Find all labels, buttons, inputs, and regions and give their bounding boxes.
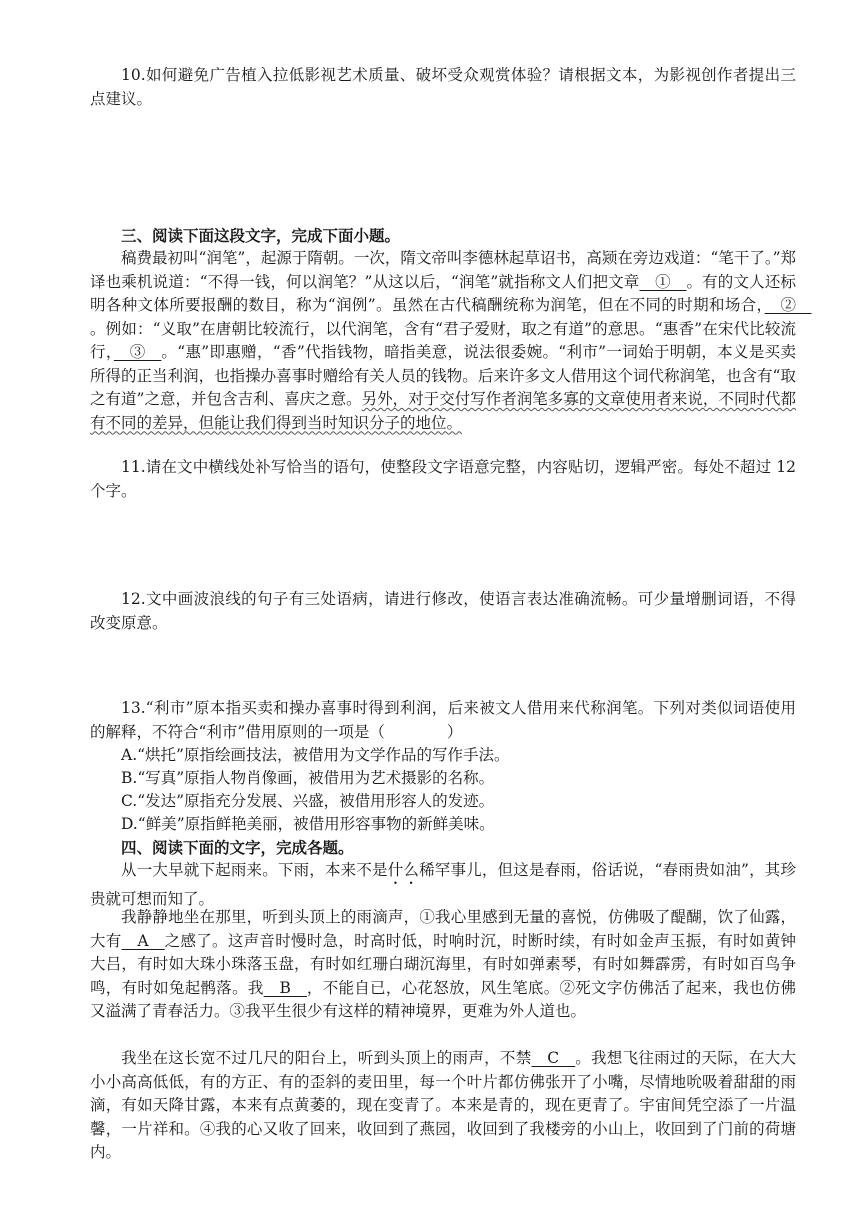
passage-text: 我坐在这长宽不过几尺的阳台上，听到头顶上的雨声，不禁 (121, 1049, 532, 1067)
passage-spring-rain-1 (90, 859, 796, 912)
question-11: 11.请在文中横线处补写恰当的语句，使整段文字语意完整，内容贴切，逻辑严密。每处不超过 12 个字。 (90, 458, 796, 500)
passage-text: 稀罕事儿，但这是春雨，俗话说，“春雨贵如油”，其珍贵就可想而知了。 (90, 861, 796, 908)
option-d: D.“鲜美”原指鲜艳美丽，被借用形容事物的新鲜美味。 (121, 815, 495, 833)
section-3-heading: 三、阅读下面这段文字，完成下面小题。 (121, 226, 401, 245)
passage-text: 。我想飞往雨过的天际，在大大小小高高低低，有的方正、有的歪斜的麦田里，每一个叶片都仿佛张开了小嘴，尽情地吮吸着甜甜的雨滴，有如天降甘露，本来有点黄萎的，现在变青了。本来是青的，现在更青了。宇宙间凭空添了一片温馨，一片祥和。④我的心又收了回来，收回到了燕园，收回到了我楼旁的小山上，收回到了门前的荷塘内。 (90, 1049, 796, 1161)
passage-text-1: 稿费最初叫“润笔”，起源于隋朝。一次，隋文帝叫李德林起草诏书，高颎在旁边戏道：“笔干了。”郑译也乘机说道：“不得一钱，何以润笔？”从这以后，“润笔”就指称文人们把文章 (90, 249, 796, 291)
wavy-underlined-sentence: 另外，对于交付写作者润笔多寡的文章使用者来说，不同时代都有不同的差异，但能让我们得到当时知识分子的地位。 (90, 390, 796, 432)
passage-text: 从一大早就下起雨来。下雨，本来不是 (121, 861, 388, 879)
section-4-heading: 四、阅读下面的文字，完成各题。 (121, 838, 354, 857)
passage-text: 之感了。这声音时慢时急，时高时低，时响时沉，时断时续，有时如金声玉振，有时如黄钟大吕，有时如大珠小珠落玉盘，有时如红珊白瑚沉海里，有时如弹素琴，有时如舞霹雳，有时如百鸟争鸣，有时如兔起鹘落。我 (90, 931, 796, 997)
blank-1: ① (639, 272, 687, 291)
passage-text-2: 。有的文人还标明各种文体所要报酬的数目，称为“润例”。虽然在古代稿酬统称为润笔，但在不同的时期和场合， (90, 272, 796, 314)
blank-3: ③ (113, 343, 162, 361)
passage-text-3: 。例如：“义取”在唐朝比较流行，以代润笔，含有“君子爱财，取之有道”的意思。“惠香”在宋代比较流行， (90, 319, 796, 361)
dotted-word: 什么 (387, 861, 420, 879)
blank-a: A (121, 931, 165, 950)
passage-text: ，不能自已，心花怒放，风生笔底。②死文字仿佛活了起来，我也仿佛又溢满了青春活力。③我平生很少有这样的精神境界，更难为外人道也。 (90, 978, 796, 1020)
blank-c: C (531, 1049, 576, 1067)
question-12: 12.文中画波浪线的句子有三处语病，请进行修改，使语言表达准确流畅。可少量增删词语，不得改变原意。 (90, 590, 796, 632)
passage-runbi (90, 247, 812, 435)
passage-spring-rain-2 (90, 906, 796, 1024)
question-13: 13.“利市”原本指买卖和操办喜事时得到利润，后来被文人借用来代称润笔。下列对类似词语使用的解释，不符合“利市”借用原则的一项是（ ） (90, 699, 796, 741)
option-b: B.“写真”原指人物肖像画，被借用为艺术摄影的名称。 (121, 769, 495, 787)
passage-spring-rain-3 (90, 1047, 796, 1165)
option-a: A.“烘托”原指绘画技法，被借用为文学作品的写作手法。 (121, 746, 510, 764)
passage-text-4: 。“惠”即惠赠，“香”代指钱物，暗指美意，说法很委婉。“利市”一词始于明朝，本义是买卖所得的正当利润，也指操办喜事时赠给有关人员的钱物。后来许多文人借用这个词代称润笔，也含有“取之有道”之意，并包含吉利、喜庆之意。 (90, 343, 796, 408)
blank-2: ② (764, 296, 812, 314)
option-c: C.“发达”原指充分发展、兴盛，被借用形容人的发迹。 (121, 792, 495, 810)
question-10: 10.如何避免广告植入拉低影视艺术质量、破坏受众观赏体验？请根据文本，为影视创作者提出三点建议。 (90, 66, 796, 108)
passage-text: 我静静地坐在那里，听到头顶上的雨滴声，①我心里感到无量的喜悦，仿佛吸了醍醐，饮了仙露，大有 (90, 908, 796, 950)
blank-b: B (263, 978, 307, 997)
